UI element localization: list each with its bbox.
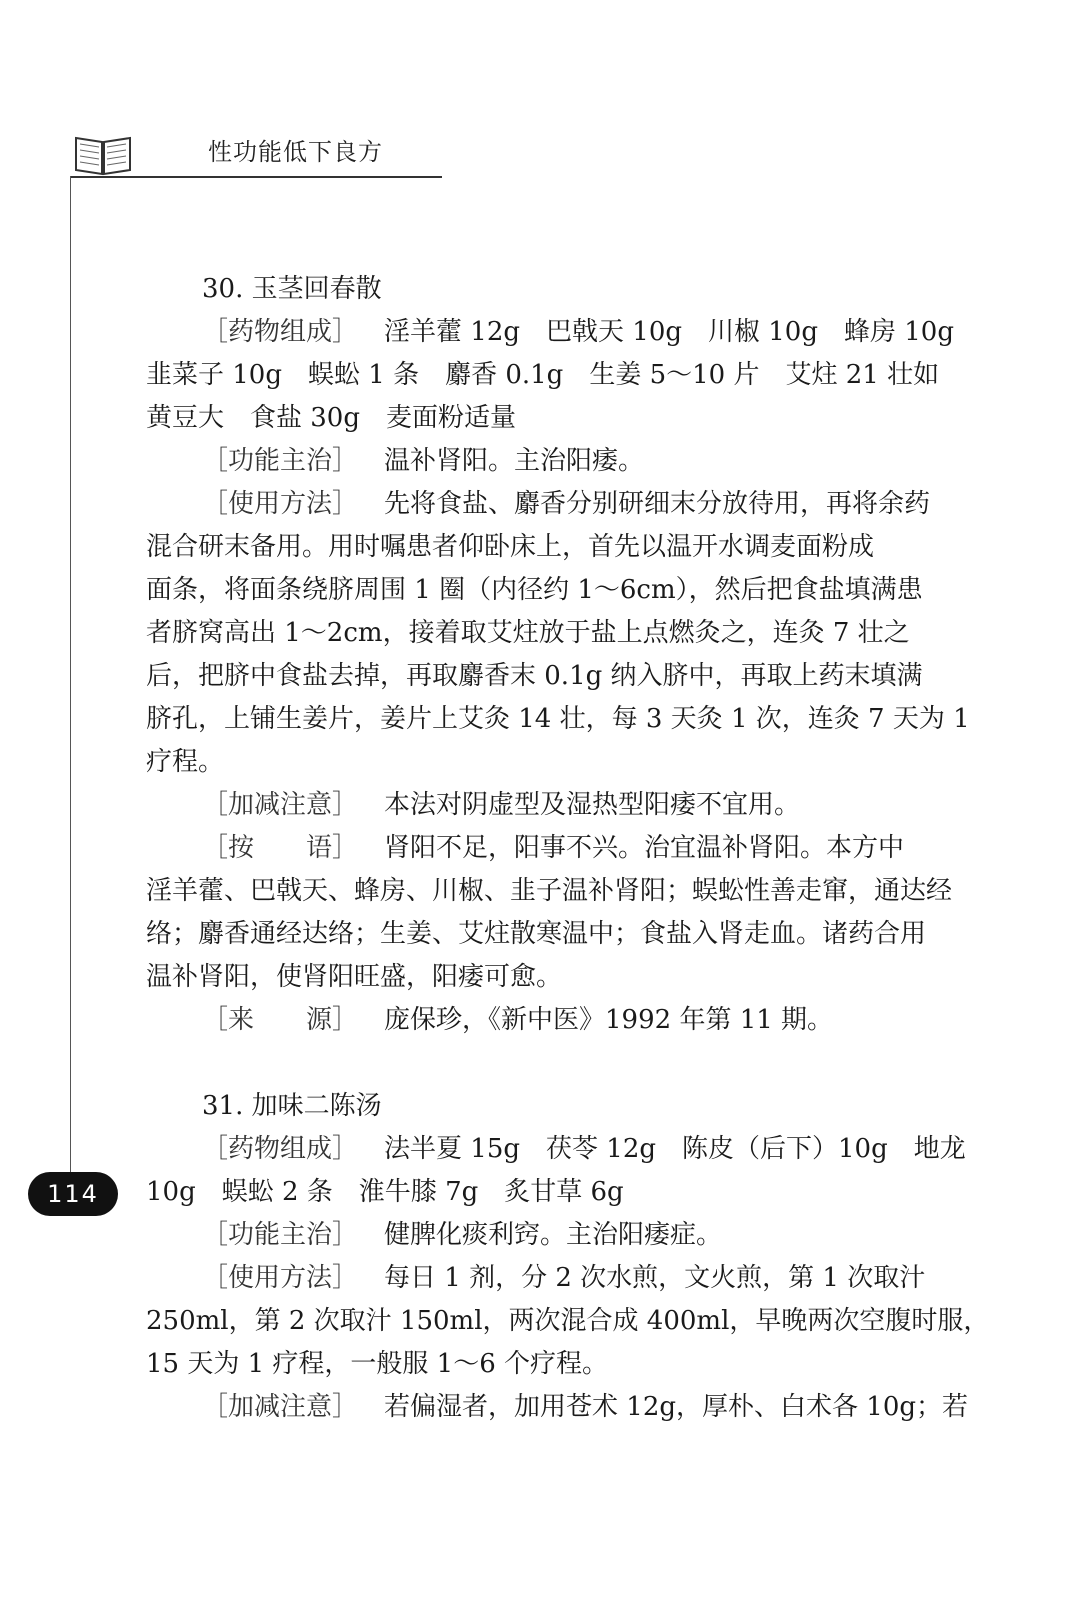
page-body [146, 268, 990, 1429]
recipe-text-line [146, 870, 953, 913]
field-label: ［功能主治］ [202, 1220, 359, 1250]
field-text: 疗程。 [146, 747, 225, 777]
recipe-text-line [146, 741, 934, 784]
recipe-field [146, 483, 934, 526]
field-text: 庞保珍，《新中医》1992 年第 11 期。 [384, 1005, 834, 1035]
margin-rule [70, 176, 71, 1176]
recipe-field [146, 1128, 966, 1171]
field-text: 每日 1 剂，分 2 次水煎，文火煎，第 1 次取汁 [384, 1263, 926, 1293]
recipe-field [146, 1214, 934, 1257]
recipe-field [146, 827, 934, 870]
field-text: 温补肾阳，使肾阳旺盛，阳痿可愈。 [146, 962, 563, 992]
field-text: 络；麝香通经达络；生姜、艾炷散寒温中；食盐入肾走血。诸药合用 [146, 919, 927, 949]
field-text: 韭菜子 10g 蜈蚣 1 条 麝香 0.1g 生姜 5～10 片 艾炷 21 壮如 [146, 360, 940, 390]
field-label: ［按 语］ [202, 833, 359, 863]
recipe-text-line [146, 612, 934, 655]
field-text: 面条，将面条绕脐周围 1 圈（内径约 1～6cm），然后把食盐填满患 [146, 575, 923, 605]
recipe-text-line [146, 526, 934, 569]
field-text: 250ml，第 2 次取汁 150ml，两次混合成 400ml，早晚两次空腹时服， [146, 1306, 990, 1336]
field-label: ［加减注意］ [202, 1392, 359, 1422]
field-label: ［使用方法］ [202, 1263, 359, 1293]
running-head: 性功能低下良方 [208, 138, 383, 166]
book-icon [72, 128, 134, 176]
recipe-text-line [146, 956, 934, 999]
field-text: 先将食盐、麝香分别研细末分放待用，再将余药 [384, 489, 931, 519]
field-text: 本法对阴虚型及湿热型阳痿不宜用。 [384, 790, 801, 820]
recipe-title: 31. 加味二陈汤 [202, 1091, 382, 1121]
recipe-text-line [146, 1300, 990, 1343]
recipe-field [146, 999, 934, 1042]
field-label: ［来 源］ [202, 1005, 359, 1035]
field-text: 黄豆大 食盐 30g 麦面粉适量 [146, 403, 516, 433]
page-number: 114 [28, 1172, 118, 1216]
field-text: 法半夏 15g 茯苓 12g 陈皮（后下）10g 地龙 [384, 1134, 966, 1164]
recipe-text-line [146, 354, 940, 397]
recipe-text-line [146, 569, 934, 612]
recipe-text-line [146, 698, 970, 741]
recipe-text-line [146, 397, 934, 440]
header-rule [70, 176, 442, 178]
recipe-field [146, 1257, 934, 1300]
recipe-text-line [146, 1343, 934, 1386]
field-text: 肾阳不足，阳事不兴。治宜温补肾阳。本方中 [384, 833, 905, 863]
recipe-field [146, 311, 954, 354]
field-label: ［加减注意］ [202, 790, 359, 820]
recipe-text-line [146, 913, 934, 956]
recipe-field [146, 1386, 969, 1429]
field-text: 15 天为 1 疗程，一般服 1～6 个疗程。 [146, 1349, 609, 1379]
field-text: 若偏湿者，加用苍术 12g，厚朴、白术各 10g；若 [384, 1392, 969, 1422]
section-gap [146, 1042, 934, 1085]
recipe-field [146, 440, 934, 483]
recipe-text-line [146, 655, 934, 698]
field-label: ［药物组成］ [202, 317, 359, 347]
field-text: 脐孔，上铺生姜片，姜片上艾灸 14 壮，每 3 天灸 1 次，连灸 7 天为 1 [146, 704, 970, 734]
recipe-text-line [146, 1171, 934, 1214]
recipe-field [146, 784, 934, 827]
field-label: ［使用方法］ [202, 489, 359, 519]
field-text: 者脐窝高出 1～2cm，接着取艾炷放于盐上点燃灸之，连灸 7 壮之 [146, 618, 910, 648]
field-label: ［功能主治］ [202, 446, 359, 476]
field-text: 温补肾阳。主治阳痿。 [384, 446, 645, 476]
field-label: ［药物组成］ [202, 1134, 359, 1164]
recipe-title: 30. 玉茎回春散 [202, 274, 382, 304]
field-text: 淫羊藿 12g 巴戟天 10g 川椒 10g 蜂房 10g [384, 317, 954, 347]
field-text: 后，把脐中食盐去掉，再取麝香末 0.1g 纳入脐中，再取上药末填满 [146, 661, 923, 691]
field-text: 淫羊藿、巴戟天、蜂房、川椒、韭子温补肾阳；蜈蚣性善走窜，通达经 [146, 876, 953, 906]
field-text: 混合研末备用。用时嘱患者仰卧床上，首先以温开水调麦面粉成 [146, 532, 875, 562]
field-text: 健脾化痰利窍。主治阳痿症。 [384, 1220, 723, 1250]
field-text: 10g 蜈蚣 2 条 淮牛膝 7g 炙甘草 6g [146, 1177, 624, 1207]
